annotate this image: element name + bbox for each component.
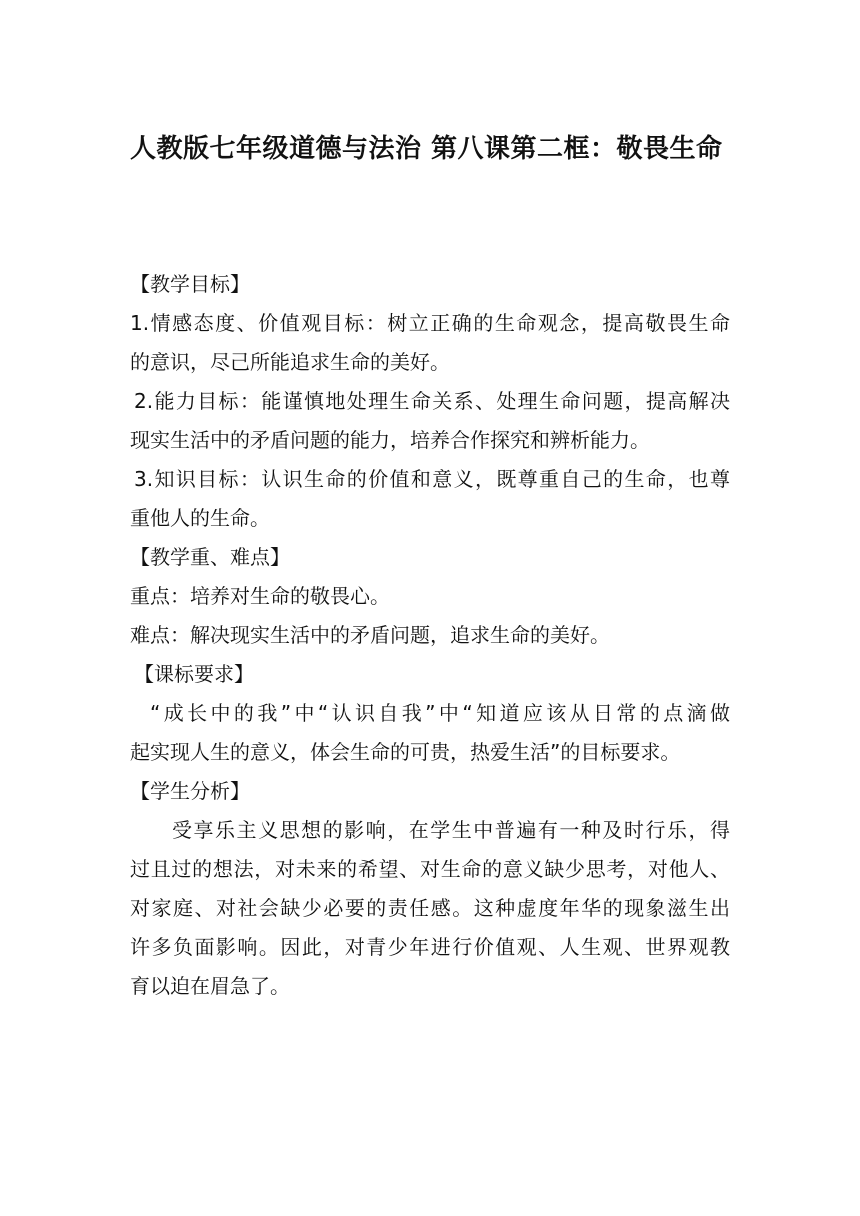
goal-1-line-2: 的意识，尽己所能追求生命的美好。 — [130, 350, 450, 374]
goal-2-line-2: 现实生活中的矛盾问题的能力，培养合作探究和辨析能力。 — [130, 428, 650, 452]
analysis-line-2: 过且过的想法，对未来的希望、对生命的意义缺少思考，对他人、 — [130, 857, 730, 881]
goal-2-line-1: 2.能力目标：能谨慎地处理生命关系、处理生命问题，提高解决 — [134, 389, 730, 413]
key-point: 重点：培养对生命的敬畏心。 — [130, 584, 390, 608]
analysis-line-3: 对家庭、对社会缺少必要的责任感。这种虚度年华的现象滋生出 — [130, 896, 730, 920]
analysis-line-5: 育以迫在眉急了。 — [130, 974, 290, 998]
curriculum-line-2: 起实现人生的意义，体会生命的可贵，热爱生活”的目标要求。 — [130, 740, 681, 764]
goal-1-line-1: 1.情感态度、价值观目标：树立正确的生命观念，提高敬畏生命 — [130, 311, 730, 335]
analysis-line-1: 受享乐主义思想的影响，在学生中普遍有一种及时行乐，得 — [172, 818, 730, 842]
section-heading-key-points: 【教学重、难点】 — [130, 545, 290, 569]
section-heading-student-analysis: 【学生分析】 — [130, 779, 250, 803]
section-heading-curriculum: 【课标要求】 — [134, 662, 254, 686]
analysis-line-4: 许多负面影响。因此，对青少年进行价值观、人生观、世界观教 — [130, 935, 730, 959]
goal-3-line-2: 重他人的生命。 — [130, 506, 270, 530]
document-title: 人教版七年级道德与法治 第八课第二框：敬畏生命 — [130, 134, 723, 164]
section-heading-teaching-goals: 【教学目标】 — [130, 272, 250, 296]
difficult-point: 难点：解决现实生活中的矛盾问题，追求生命的美好。 — [130, 623, 610, 647]
document-body — [130, 265, 730, 1006]
goal-3-line-1: 3.知识目标：认识生命的价值和意义，既尊重自己的生命，也尊 — [134, 467, 730, 491]
curriculum-line-1: “成长中的我”中“认识自我”中“知道应该从日常的点滴做 — [150, 701, 730, 725]
